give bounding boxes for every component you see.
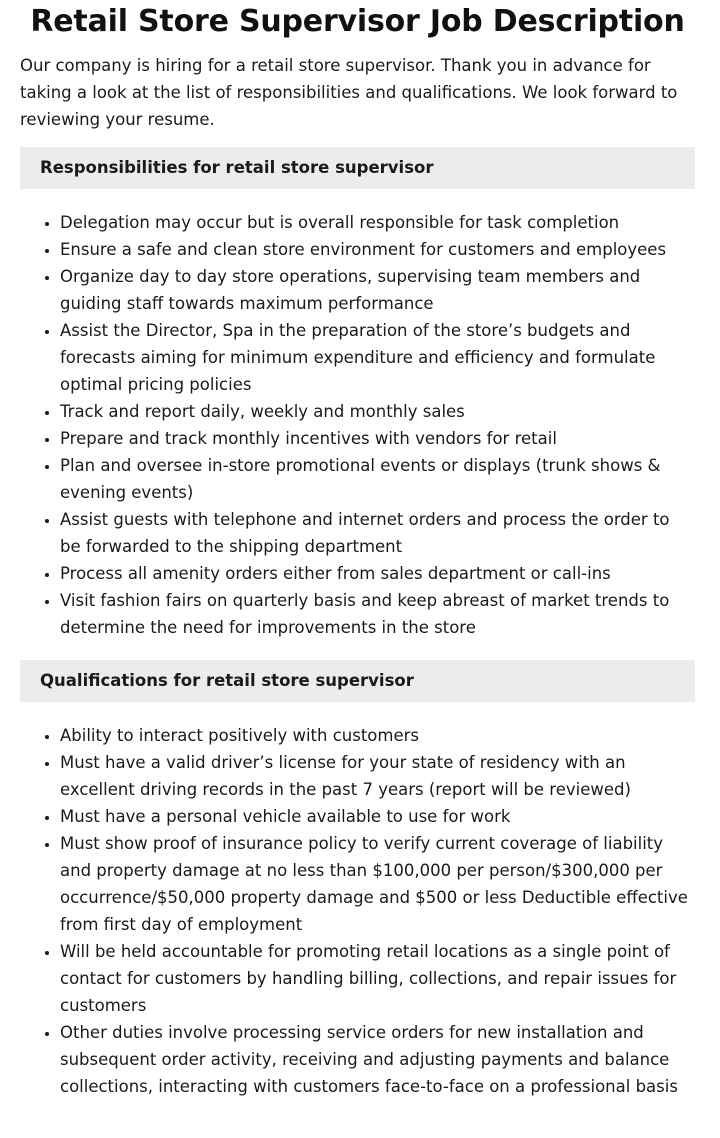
qualifications-list xyxy=(20,722,695,1100)
list-item: • Plan and oversee in-store promotional events or displays (trunk shows & evening events) xyxy=(60,452,695,506)
responsibilities-list xyxy=(20,209,695,641)
qualifications-heading: Qualifications for retail store supervisor xyxy=(20,660,695,702)
list-item: • Ability to interact positively with customers xyxy=(60,722,695,749)
list-item: • Will be held accountable for promoting retail locations as a single point of contact for customers by handling billing, collections, and repair issues for customers xyxy=(60,938,695,1019)
list-item: • Assist the Director, Spa in the preparation of the store’s budgets and forecasts aiming for minimum expenditure and efficiency and formulate optimal pricing policies xyxy=(60,317,695,398)
intro-paragraph: Our company is hiring for a retail store supervisor. Thank you in advance for taking a look at the list of responsibilities and qualifications. We look forward to reviewing your resume. xyxy=(20,56,678,129)
list-item: • Process all amenity orders either from sales department or call-ins xyxy=(60,560,695,587)
list-item: • Assist guests with telephone and internet orders and process the order to be forwarded to the shipping department xyxy=(60,506,695,560)
responsibilities-heading: Responsibilities for retail store supervisor xyxy=(20,147,695,189)
list-item: • Organize day to day store operations, supervising team members and guiding staff towards maximum performance xyxy=(60,263,695,317)
list-item: • Must have a personal vehicle available to use for work xyxy=(60,803,695,830)
page-title: Retail Store Supervisor Job Description xyxy=(30,4,685,39)
list-item: • Delegation may occur but is overall responsible for task completion xyxy=(60,209,695,236)
list-item: • Other duties involve processing service orders for new installation and subsequent order activity, receiving and adjusting payments and balance collections, interacting with customers face-to-face on a professional basis xyxy=(60,1019,695,1100)
list-item: • Track and report daily, weekly and monthly sales xyxy=(60,398,695,425)
list-item: • Ensure a safe and clean store environment for customers and employees xyxy=(60,236,695,263)
list-item: • Must show proof of insurance policy to verify current coverage of liability and property damage at no less than $100,000 per person/$300,000 per occurrence/$50,000 property damage and $500 or less Deductible effective from first day of employment xyxy=(60,830,695,938)
list-item: • Prepare and track monthly incentives with vendors for retail xyxy=(60,425,695,452)
list-item: • Must have a valid driver’s license for your state of residency with an excellent driving records in the past 7 years (report will be reviewed) xyxy=(60,749,695,803)
list-item: • Visit fashion fairs on quarterly basis and keep abreast of market trends to determine the need for improvements in the store xyxy=(60,587,695,641)
